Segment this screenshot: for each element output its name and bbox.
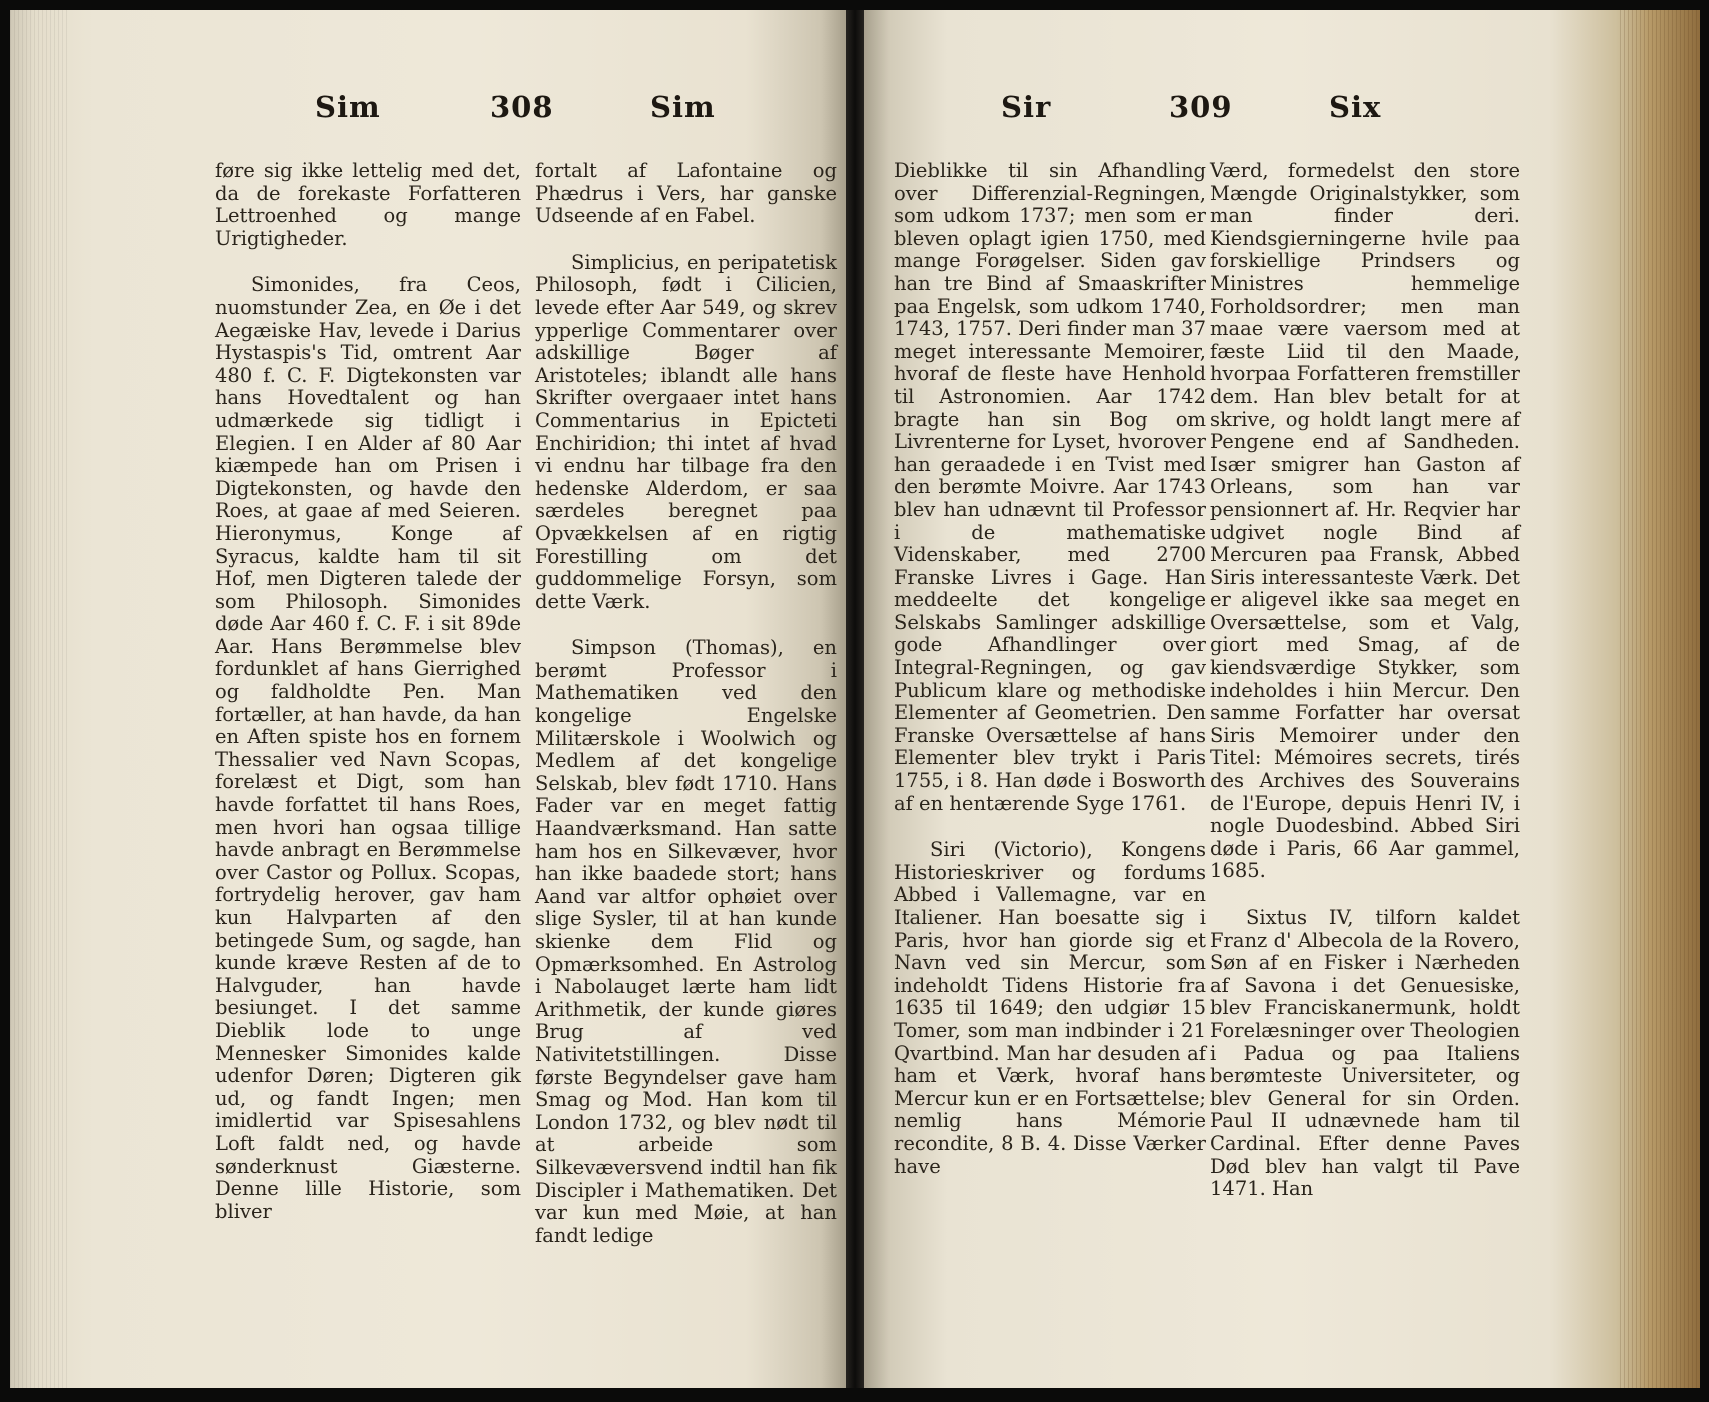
left-page-number: 308 [490, 90, 554, 124]
paragraph-continuation: Dieblikke til sin Afhandling over Differenzial-Regningen, som udkom 1737; men som er bleven oplagt igien 1750, med mange Forøgelser. Siden gav han tre Bind af Smaaskrifter paa Engelsk, som udkom 1740, 1743, 1757. Deri finder man 37 meget interessante Memoirer, hvoraf de fleste have Henhold til Astronomien. Aar 1742 bragte han sin Bog om Livrenterne for Lyset, hvorover han geraadede i en Tvist med den berømte Moivre. Aar 1743 blev han udnævnt til Professor i de mathematiske Videnskaber, med 2700 Franske Livres i Gage. Han meddeelte det kongelige Selskabs Samlinger adskillige gode Afhandlinger over Integral-Regningen, og gav Publicum klare og methodiske Elementer af Geometrien. Den Franske Oversættelse af hans Elementer blev trykt i Paris 1755, i 8. Han døde i Bosworth af en hentærende Syge 1761. [894, 159, 1206, 815]
paragraph-continuation: føre sig ikke lettelig med det, da de forekaste Forfatteren Lettroenhed og mange Urigtigheder. [215, 159, 521, 250]
right-page-column-2 [1210, 160, 1520, 1201]
entry-simpson: Simpson (Thomas), en berømt Professor i Mathematiken ved den kongelige Engelske Militærskole i Woolwich og Medlem af det kongelige Selskab, blev født 1710. Hans Fader var en meget fattig Haandværksmand. Han satte ham hos en Silkevæver, hvor han ikke baadede stort; hans Aand var altfor ophøiet over slige Sysler, til at han kunde skienke dem Flid og Opmærksomhed. En Astrolog i Nabolauget lærte ham lidt Arithmetik, der kunde giøres Brug af ved Nativitetstillingen. Disse første Begyndelser gave ham Smag og Mod. Han kom til London 1732, og blev nødt til at arbeide som Silkevæversvend indtil han fik Discipler i Mathematiken. Det var kun med Møie, at han fandt ledige [535, 636, 837, 1247]
right-page-number: 309 [1169, 90, 1233, 124]
right-page [864, 10, 1700, 1388]
left-page [10, 10, 846, 1388]
entry-siri: Siri (Victorio), Kongens Historieskriver og fordums Abbed i Vallemagne, var en Italiener. Han boesatte sig i Paris, hvor han giorde sig et Navn ved sin Mercur, som indeholdt Tidens Historie fra 1635 til 1649; den udgiør 15 Tomer, som man indbinder i 21 Qvartbind. Man har desuden af ham et Værk, hvoraf hans Mercur kun er en Fortsættelse; nemlig hans Mémorie recondite, 8 B. 4. Disse Værker have [894, 838, 1206, 1178]
paragraph-continuation: Værd, formedelst den store Mængde Originalstykker, som man finder deri. Kiendsgierningerne hvile paa forskiellige Prindsers og Ministres hemmelige Forholdsordrer; men man maae være vaersom med at fæste Liid til den Maade, hvorpaa Forfatteren fremstiller dem. Han blev betalt for at skrive, og holdt langt mere af Pengene end af Sandheden. Især smigrer han Gaston af Orleans, som han var pensionnert af. Hr. Reqvier har udgivet nogle Bind af Mercuren paa Fransk, Abbed Siris interessanteste Værk. Det er aligevel ikke saa meget en Oversættelse, som et Valg, giort med Smag, af de kiendsværdige Stykker, som indeholdes i hiin Mercur. Den samme Forfatter har oversat Siris Memoirer under den Titel: Mémoires secrets, tirés des Archives des Souverains de l'Europe, depuis Henri IV, i nogle Duodesbind. Abbed Siri døde i Paris, 66 Aar gammel, 1685. [1210, 159, 1520, 883]
right-page-column-1 [894, 160, 1206, 1178]
entry-simplicius: Simplicius, en peripatetisk Philosoph, født i Cilicien, levede efter Aar 549, og skrev ypperlige Commentarer over adskillige Bøger af Aristoteles; iblandt alle hans Skrifter overgaaer intet hans Commentarius in Epicteti Enchiridion; thi intet af hvad vi endnu har tilbage fra den hedenske Alderdom, er saa særdeles beregnet paa Opvækkelsen af en rigtig Forestilling om det guddommelige Forsyn, som dette Værk. [535, 250, 837, 613]
left-page-column-1 [215, 160, 521, 1223]
right-header-keyword-left: Sir [1001, 90, 1052, 124]
entry-sixtus-iv: Sixtus IV, tilforn kaldet Franz d' Albecola de la Rovero, Søn af en Fisker i Nærheden af Savona i det Genuesiske, blev Franciskanermunk, holdt Forelæsninger over Theologien i Padua og paa Italiens berømteste Universiteter, og blev General for sin Orden. Paul II udnævnede ham til Cardinal. Efter denne Paves Død blev han valgt til Pave 1471. Han [1210, 906, 1520, 1201]
left-header-keyword-right: Sim [650, 90, 716, 124]
entry-simonides: Simonides, fra Ceos, nuomstunder Zea, en Øe i det Aegæiske Hav, levede i Darius Hystaspis's Tid, omtrent Aar 480 f. C. F. Digtekonsten var hans Hovedtalent og han udmærkede sig tidligt i Elegien. I en Alder af 80 Aar kiæmpede han om Prisen i Digtekonsten, og havde den Roes, at gaae af med Seieren. Hieronymus, Konge af Syracus, kaldte ham til sit Hof, men Digteren talede der som Philosoph. Simonides døde Aar 460 f. C. F. i sit 89de Aar. Hans Berømmelse blev fordunklet af hans Gierrighed og faldholdte Pen. Man fortæller, at han havde, da han en Aften spiste hos en fornem Thessalier ved Navn Scopas, forelæst et Digt, som han havde forfattet til hans Roes, men hvori han ogsaa tillige havde anbragt en Berømmelse over Castor og Pollux. Scopas, fortrydelig herover, gav ham kun Halvparten af den betingede Sum, og sagde, han kunde kræve Resten af de to Halvguder, han havde besiunget. I det samme Dieblik lode to unge Mennesker Simonides kalde udenfor Døren; Digteren gik ud, og fandt Ingen; men imidlertid var Spisesahlens Loft faldt ned, og havde sønderknust Giæsterne. Denne lille Historie, som bliver [215, 273, 521, 1223]
left-header-keyword-left: Sim [315, 90, 381, 124]
right-header-keyword-right: Six [1329, 90, 1382, 124]
paragraph-continuation: fortalt af Lafontaine og Phædrus i Vers, har ganske Udseende af en Fabel. [535, 159, 837, 228]
book-gutter [846, 10, 864, 1388]
left-page-column-2 [535, 160, 837, 1247]
